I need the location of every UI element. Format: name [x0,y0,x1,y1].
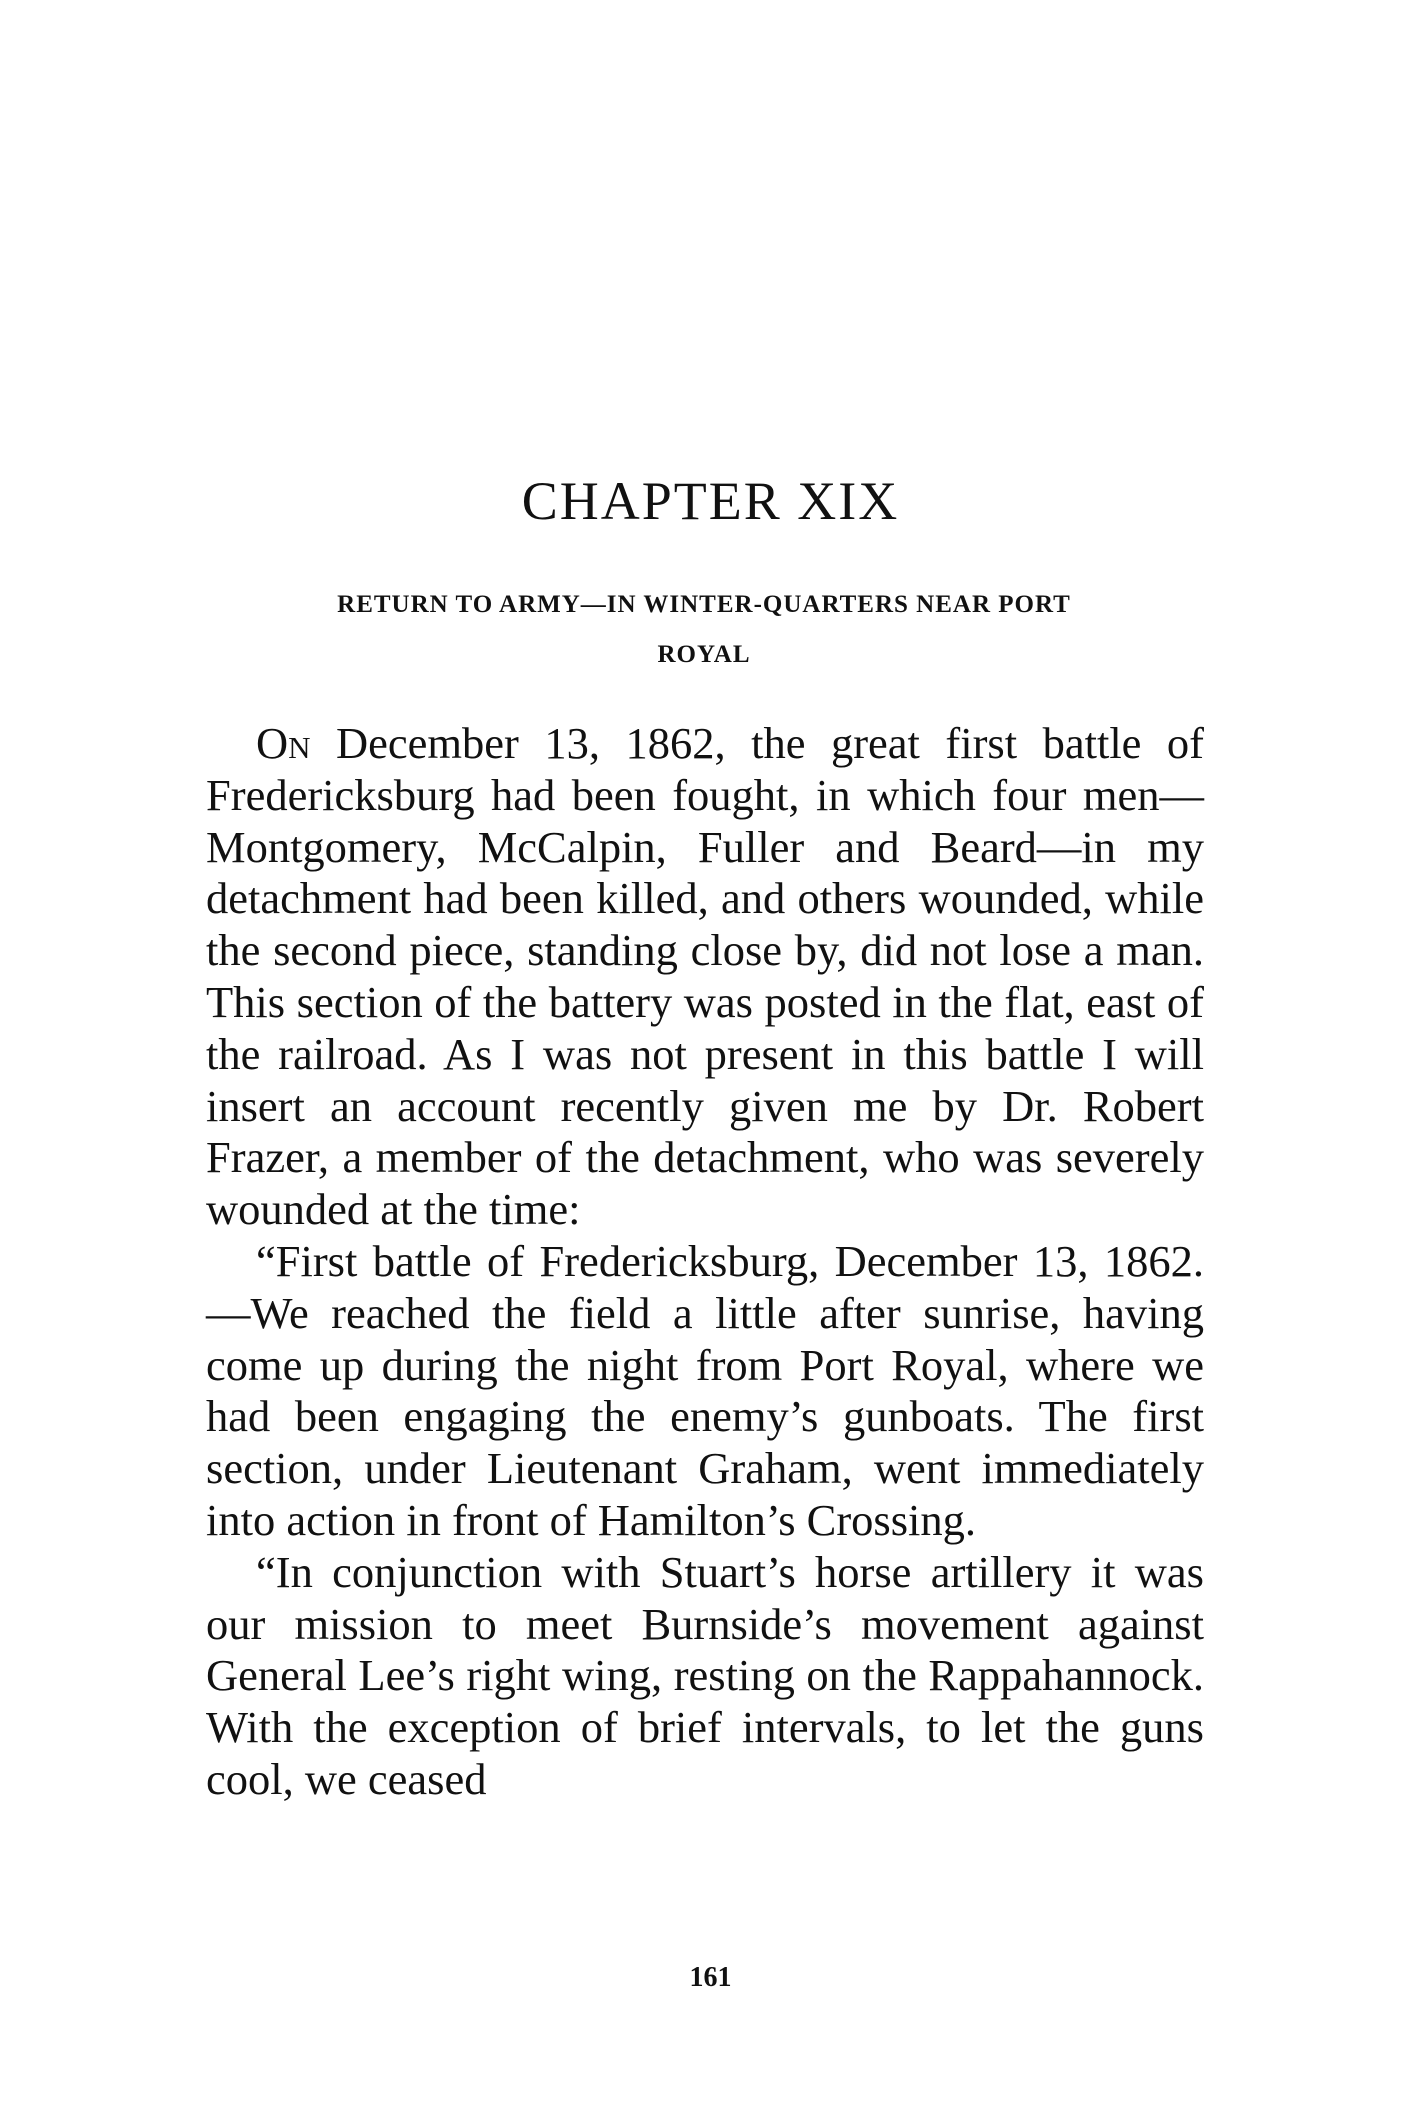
chapter-subtitle [204,580,1204,680]
paragraph-3: “In conjunction with Stuart’s horse artillery it was our mission to meet Burnside’s movement against General Lee’s right wing, resting on the Rappahannock. With the exception of brief intervals, to let the guns cool, we ceased [206,1546,1204,1804]
paragraph-1-text: December 13, 1862, the great first battle of Fredericksburg had been fought, in which four men—Montgomery, McCalpin, Fuller and Beard—in my detachment had been killed, and others wounded, while the second piece, standing close by, did not lose a man. This section of the battery was posted in the flat, east of the railroad. As I was not present in this battle I will insert an account recently given me by Dr. Robert Frazer, a member of the detachment, who was severely wounded at the time: [206,718,1204,1235]
page-number: 161 [689,1962,732,1993]
chapter-title: CHAPTER XIX [521,471,900,531]
paragraph-2: “First battle of Fredericksburg, December 13, 1862.—We reached the field a little after sunrise, having come up during the night from Port Royal, where we had been engaging the enemy’s gunboats. The first section, under Lieutenant Graham, went immediately into action in front of Hamilton’s Crossing. [206,1235,1204,1545]
paragraph-lead-word: On [256,718,311,768]
chapter-subtitle-line-1: RETURN TO ARMY—IN WINTER-QUARTERS NEAR PORT [337,591,1071,618]
paragraph-1 [206,718,1204,1236]
body-text [206,718,1204,1806]
chapter-subtitle-line-2: ROYAL [657,641,751,668]
